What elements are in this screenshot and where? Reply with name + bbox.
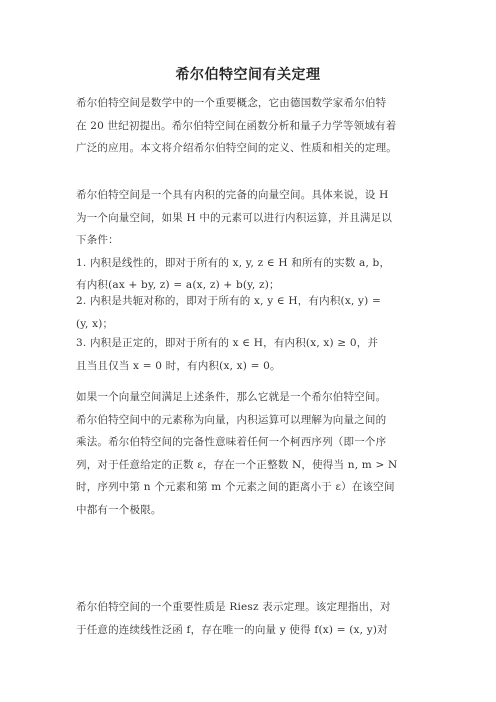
paragraph-intro: 希尔伯特空间是数学中的一个重要概念，它由德国数学家希尔伯特 在 20 世纪初提出。希尔伯特空间在函数分析和量子力学等领域有着 广泛的应用。本文将介绍希尔伯特空间的定义、性质和相关的定理。: [76, 97, 397, 154]
paragraph-condition-2: 2. 内积是共轭对称的，即对于所有的 x, y ∈ H，有内积(x, y) = (y, x)；: [76, 295, 381, 330]
paragraph-riesz: 希尔伯特空间的一个重要性质是 Riesz 表示定理。该定理指出，对 于任意的连续线性泛函 f，存在唯一的向量 y 使得 f(x) = (x, y)对: [76, 601, 391, 636]
paragraph-definition: 希尔伯特空间是一个具有内积的完备的向量空间。具体来说，设 H 为一个向量空间，如果 H 中的元素可以进行内积运算，并且满足以 下条件： 1. 内积是线性的，即对于所有的 x, y, z ∈ H 和所有的实数 a, b， 有内积(ax + by, z) = a(x, z) + b(y, z)；: [76, 189, 393, 291]
paragraph-condition-3: 3. 内积是正定的，即对于所有的 x ∈ H，有内积(x, x) ≥ 0，并 且当且仅当 x = 0 时，有内积(x, x) = 0。: [76, 337, 379, 372]
page-title: 希尔伯特空间有关定理: [175, 67, 321, 83]
paragraph-completeness: 如果一个向量空间满足上述条件，那么它就是一个希尔伯特空间。 希尔伯特空间中的元素称为向量，内积运算可以理解为向量之间的 乘法。希尔伯特空间的完备性意味着任何一个柯西序列（即一个序 列，对于任意给定的正数 ε，存在一个正整数 N，使得当 n, m > N 时，序列中第 n 个元素和第 m 个元素之间的距离小于 ε）在该空间 中都有一个极限。: [76, 391, 398, 516]
